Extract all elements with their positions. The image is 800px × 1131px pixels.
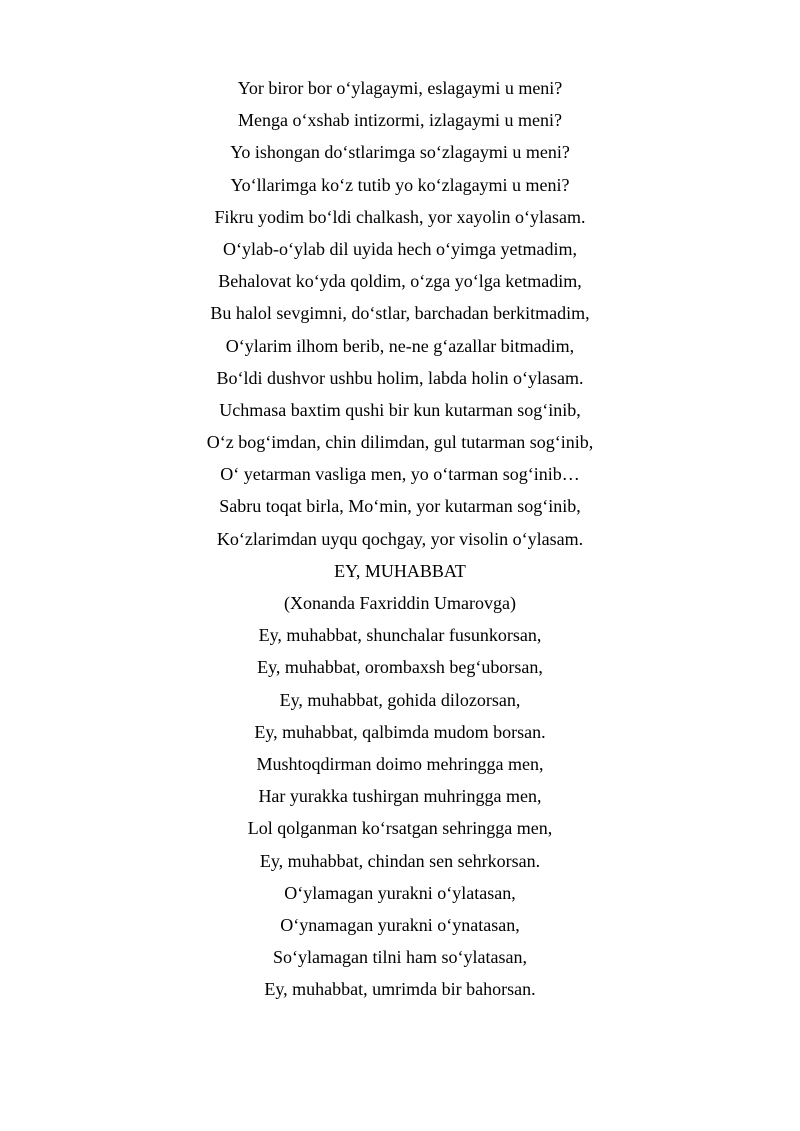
- poem-title: EY, MUHABBAT: [334, 560, 466, 581]
- poem-line: Menga o‘xshab intizormi, izlagaymi u meni?: [238, 110, 562, 131]
- poem-line: Fikru yodim bo‘ldi chalkash, yor xayolin o‘ylasam.: [214, 206, 586, 227]
- poem-line: Yor biror bor o‘ylagaymi, eslagaymi u meni?: [237, 78, 563, 98]
- poem-line: O‘ylab-o‘ylab dil uyida hech o‘yimga yetmadim,: [223, 238, 577, 259]
- poem-line: Har yurakka tushirgan muhringga men,: [258, 786, 542, 807]
- poem-line: Lol qolganman ko‘rsatgan sehringga men,: [247, 818, 553, 839]
- poem-line: Ey, muhabbat, qalbimda mudom borsan.: [254, 721, 546, 742]
- poem-line: So‘ylamagan tilni ham so‘ylatasan,: [273, 947, 527, 968]
- poem-1: [0, 72, 800, 555]
- poem-line: O‘ yetarman vasliga men, yo o‘tarman sog‘inib…: [220, 464, 580, 485]
- poem-line: Ey, muhabbat, umrimda bir bahorsan.: [264, 979, 536, 1000]
- poem-line: Bu halol sevgimni, do‘stlar, barchadan berkitmadim,: [210, 303, 590, 324]
- poem-2: [0, 555, 800, 1006]
- poem-line: O‘ylamagan yurakni o‘ylatasan,: [284, 882, 516, 903]
- poem-line: Ko‘zlarimdan uyqu qochgay, yor visolin o‘ylasam.: [216, 528, 584, 549]
- poem-line: Mushtoqdirman doimo mehringga men,: [256, 753, 544, 774]
- poem-line: O‘ylarim ilhom berib, ne-ne g‘azallar bitmadim,: [225, 335, 575, 356]
- poem-line: Uchmasa baxtim qushi bir kun kutarman sog‘inib,: [219, 399, 581, 420]
- poem-line: Ey, muhabbat, shunchalar fusunkorsan,: [258, 625, 542, 646]
- poem-line: O‘ynamagan yurakni o‘ynatasan,: [280, 914, 520, 935]
- poem-line: Sabru toqat birla, Mo‘min, yor kutarman sog‘inib,: [219, 496, 581, 517]
- document-page: [0, 72, 800, 1005]
- poem-line: O‘z bog‘imdan, chin dilimdan, gul tutarman sog‘inib,: [206, 432, 594, 453]
- poem-dedication: (Xonanda Faxriddin Umarovga): [284, 593, 516, 613]
- poem-line: Yo ishongan do‘stlarimga so‘zlagaymi u meni?: [230, 142, 570, 163]
- poem-line: Ey, muhabbat, gohida dilozorsan,: [279, 689, 521, 710]
- poem-line: Yo‘llarimga ko‘z tutib yo ko‘zlagaymi u meni?: [230, 174, 570, 195]
- poem-line: Ey, muhabbat, chindan sen sehrkorsan.: [259, 850, 541, 871]
- poem-line: Bo‘ldi dushvor ushbu holim, labda holin o‘ylasam.: [216, 367, 584, 388]
- poem-line: Ey, muhabbat, orombaxsh beg‘uborsan,: [257, 657, 543, 678]
- poem-line: Behalovat ko‘yda qoldim, o‘zga yo‘lga ketmadim,: [218, 271, 582, 292]
